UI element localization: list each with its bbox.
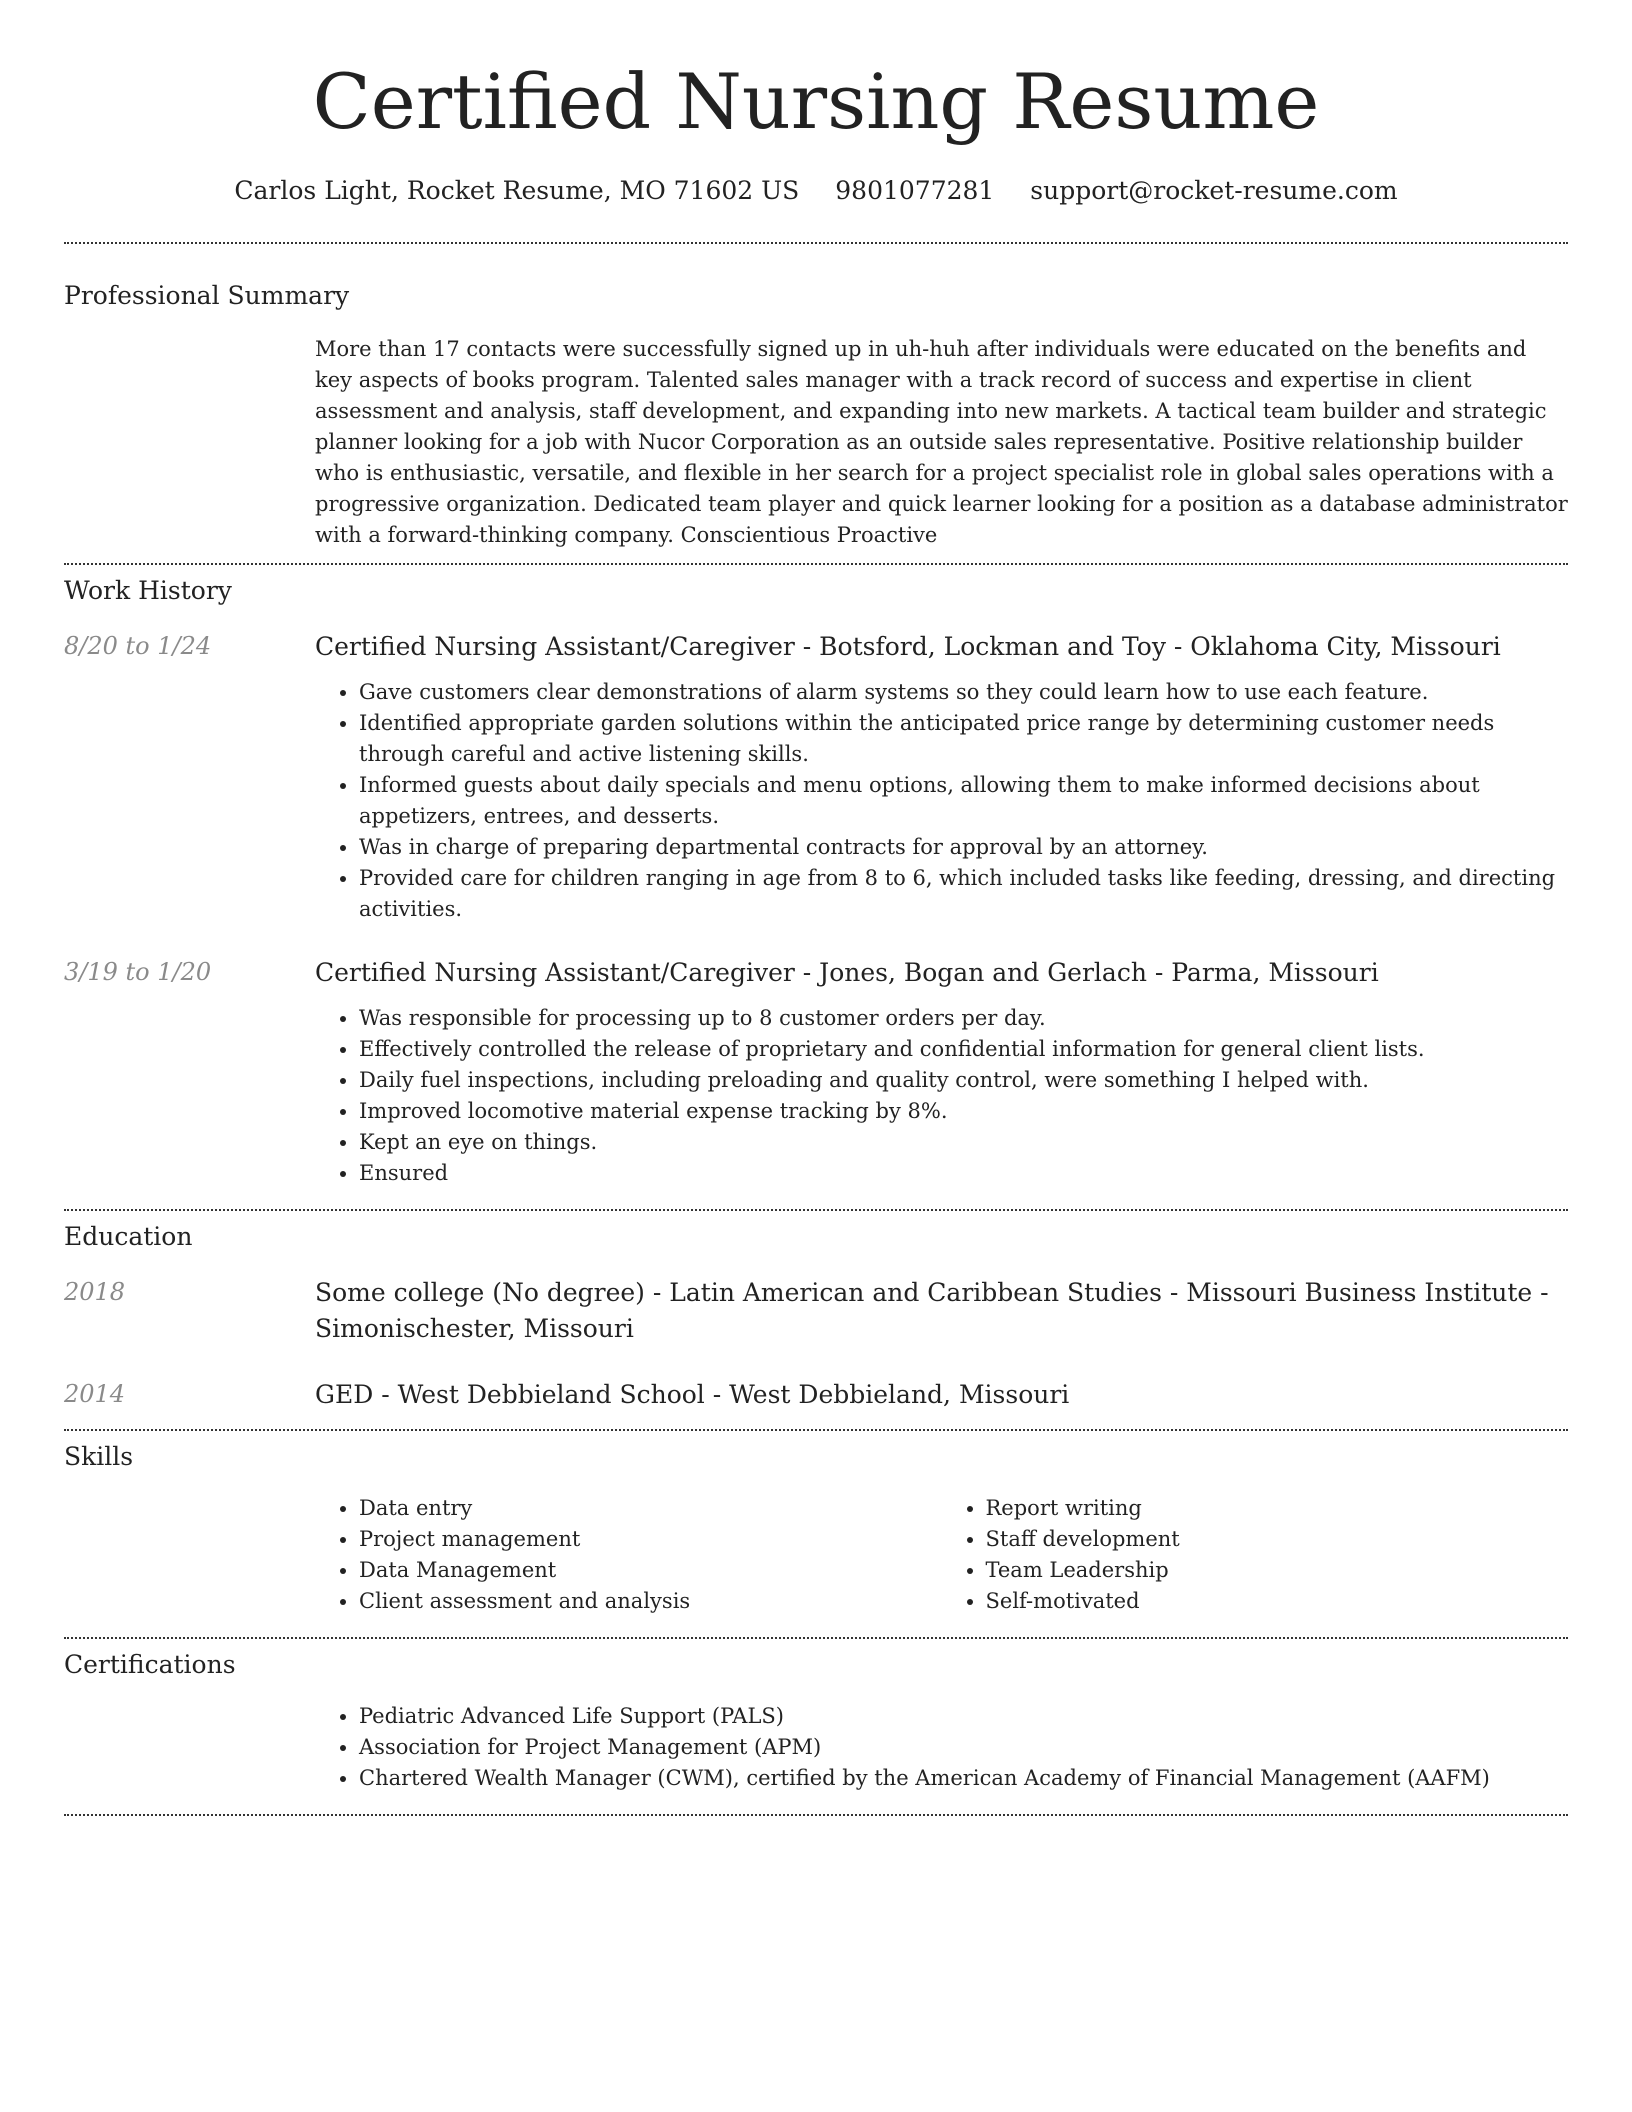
list-item: • Chartered Wealth Manager (CWM), certified by the American Academy of Financial Management (AAFM) <box>359 1763 1568 1794</box>
list-item: • Association for Project Management (APM) <box>359 1732 1568 1763</box>
contact-address: Carlos Light, Rocket Resume, MO 71602 US <box>234 176 800 205</box>
list-item: • Staff development <box>986 1524 1569 1555</box>
contact-phone: 9801077281 <box>835 176 995 205</box>
job-content <box>315 629 1568 925</box>
job-content <box>315 955 1568 1189</box>
list-item: • Data Management <box>359 1555 942 1586</box>
education-year: 2014 <box>64 1380 126 1408</box>
job-dates: 8/20 to 1/24 <box>64 632 212 660</box>
education-entry <box>64 1377 1568 1413</box>
list-item: • Identified appropriate garden solutions within the anticipated price range by determining customer needs through careful and active listening skills. <box>359 708 1568 770</box>
section-summary <box>64 244 1568 551</box>
section-title-summary: Professional Summary <box>64 281 350 310</box>
list-item: • Self-motivated <box>986 1586 1569 1617</box>
resume-title: Certified Nursing Resume <box>312 57 1320 146</box>
skills-grid <box>315 1493 1568 1617</box>
education-entry <box>64 1275 1568 1347</box>
education-content <box>315 1275 1568 1347</box>
list-item: • Gave customers clear demonstrations of alarm systems so they could learn how to use each feature. <box>359 677 1568 708</box>
job-title: Certified Nursing Assistant/Caregiver - Botsford, Lockman and Toy - Oklahoma City, Missouri <box>315 632 1501 661</box>
skills-list-left <box>315 1493 942 1617</box>
section-education <box>64 1211 1568 1413</box>
list-item: • Provided care for children ranging in age from 8 to 6, which included tasks like feeding, dressing, and directing activities. <box>359 863 1568 925</box>
section-title-education: Education <box>64 1222 193 1251</box>
education-text: Some college (No degree) - Latin American and Caribbean Studies - Missouri Business Institute - Simonischester, Missouri <box>315 1278 1549 1343</box>
summary-content <box>315 334 1568 551</box>
list-item: • Daily fuel inspections, including preloading and quality control, were something I helped with. <box>359 1065 1568 1096</box>
section-certifications <box>64 1639 1568 1794</box>
skills-spacer <box>64 1493 315 1617</box>
job-bullets <box>315 1003 1568 1189</box>
certifications-content <box>315 1701 1568 1794</box>
summary-text: More than 17 contacts were successfully signed up in uh-huh after individuals were educated on the benefits and key aspects of books program. Talented sales manager with a track record of success and expertise in client assessment and analysis, staff development, and expanding into new markets. A tactical team builder and strategic planner looking for a job with Nucor Corporation as an outside sales representative. Positive relationship builder who is enthusiastic, versatile, and flexible in her search for a project specialist role in global sales operations with a progressive organization. Dedicated team player and quick learner looking for a position as a database administrator with a forward-thinking company. Conscientious Proactive <box>315 337 1568 547</box>
list-item: • Was in charge of preparing departmental contracts for approval by an attorney. <box>359 832 1568 863</box>
section-skills <box>64 1431 1568 1617</box>
section-title-work: Work History <box>64 576 232 605</box>
list-item: • Project management <box>359 1524 942 1555</box>
list-item: • Data entry <box>359 1493 942 1524</box>
education-content <box>315 1377 1568 1413</box>
summary-spacer <box>64 334 315 551</box>
list-item: • Was responsible for processing up to 8 customer orders per day. <box>359 1003 1568 1034</box>
skills-list-right <box>942 1493 1569 1617</box>
list-item: • Team Leadership <box>986 1555 1569 1586</box>
job-entry <box>64 629 1568 925</box>
education-year: 2018 <box>64 1278 126 1306</box>
certifications-list <box>315 1701 1568 1794</box>
job-dates: 3/19 to 1/20 <box>64 958 212 986</box>
summary-row <box>64 334 1568 551</box>
contact-line <box>64 174 1568 208</box>
list-item: • Ensured <box>359 1158 1568 1189</box>
divider-certifications <box>64 1814 1568 1816</box>
section-work-history <box>64 565 1568 1189</box>
contact-email: support@rocket-resume.com <box>1030 176 1398 205</box>
list-item: • Client assessment and analysis <box>359 1586 942 1617</box>
list-item: • Effectively controlled the release of proprietary and confidential information for general client lists. <box>359 1034 1568 1065</box>
section-title-certifications: Certifications <box>64 1650 236 1679</box>
certifications-spacer <box>64 1701 315 1794</box>
job-title: Certified Nursing Assistant/Caregiver - Jones, Bogan and Gerlach - Parma, Missouri <box>315 958 1379 987</box>
list-item: • Pediatric Advanced Life Support (PALS) <box>359 1701 1568 1732</box>
list-item: • Improved locomotive material expense tracking by 8%. <box>359 1096 1568 1127</box>
job-bullets <box>315 677 1568 925</box>
certifications-row <box>64 1701 1568 1794</box>
list-item: • Report writing <box>986 1493 1569 1524</box>
education-text: GED - West Debbieland School - West Debbieland, Missouri <box>315 1380 1070 1409</box>
job-entry <box>64 955 1568 1189</box>
list-item: • Informed guests about daily specials and menu options, allowing them to make informed decisions about appetizers, entrees, and desserts. <box>359 770 1568 832</box>
section-title-skills: Skills <box>64 1442 134 1471</box>
skills-row <box>64 1493 1568 1617</box>
list-item: • Kept an eye on things. <box>359 1127 1568 1158</box>
